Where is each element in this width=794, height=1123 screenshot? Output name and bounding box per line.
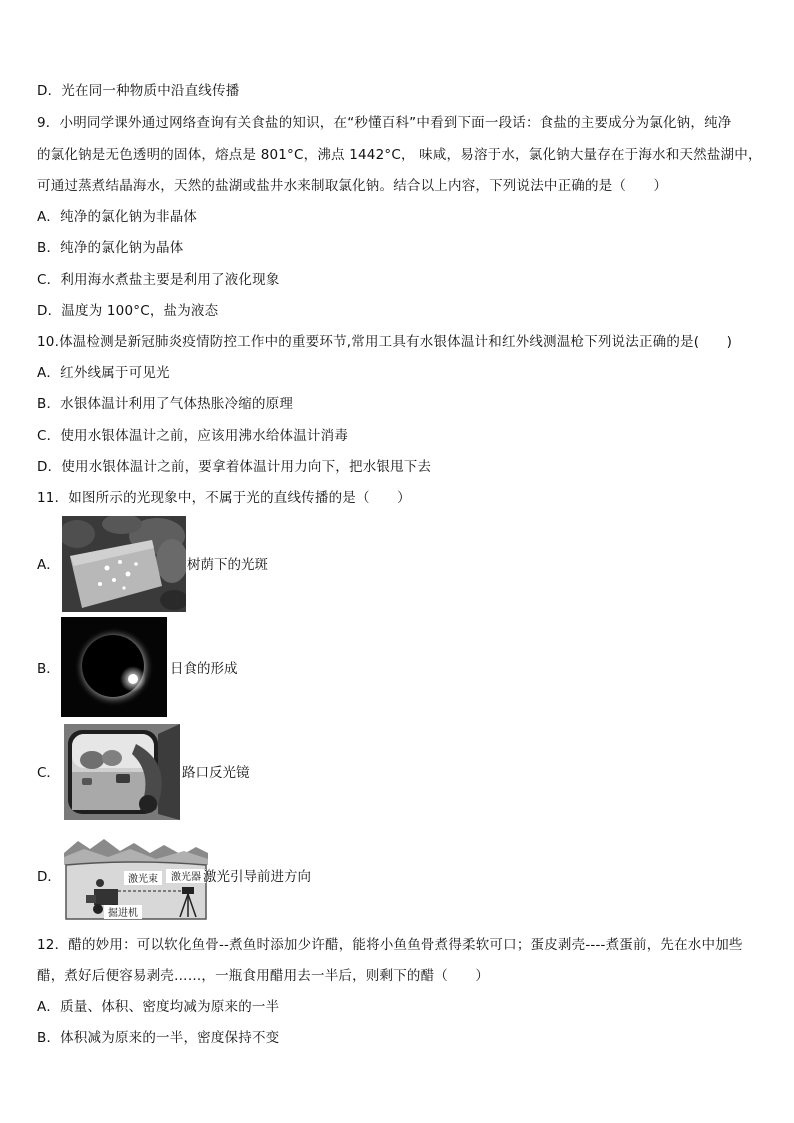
laser-device-label: 激光器 — [171, 872, 201, 883]
q11-option-b-label: B． — [37, 661, 60, 677]
q11-option-c-label: C． — [37, 765, 60, 781]
q10-option-c: C．使用水银体温计之前，应该用沸水给体温计消毒 — [37, 428, 349, 444]
q11-option-d-label: D． — [37, 869, 61, 885]
q11-option-a-label: A． — [37, 557, 60, 573]
q12-stem-line2: 醋，煮好后便容易剥壳……，一瓶食用醋用去一半后，则剩下的醋（ ） — [37, 968, 490, 984]
q11-option-a-caption: 树荫下的光斑 — [187, 557, 268, 573]
q10-option-a: A．红外线属于可见光 — [37, 365, 170, 381]
q9-stem-line1: 9．小明同学课外通过网络查询有关食盐的知识，在“秒懂百科”中看到下面一段话：食盐的主要成分为氯化钠，纯净 — [37, 115, 732, 131]
q9-option-c: C．利用海水煮盐主要是利用了液化现象 — [37, 272, 280, 288]
q11-stem: 11．如图所示的光现象中，不属于光的直线传播的是（ ） — [37, 490, 411, 506]
tunnel-laser-guide-image — [64, 835, 208, 921]
q12-stem-line1: 12．醋的妙用：可以软化鱼骨--煮鱼时添加少许醋，能将小鱼鱼骨煮得柔软可口；蛋皮剥壳----煮蛋前，先在水中加些 — [37, 937, 743, 953]
tree-shade-light-spots-image — [62, 516, 186, 612]
q9-option-d: D．温度为 100°C，盐为液态 — [37, 303, 219, 319]
q8-option-d: D．光在同一种物质中沿直线传播 — [37, 83, 240, 99]
q11-option-b-caption: 日食的形成 — [170, 661, 238, 677]
q9-option-b: B．纯净的氯化钠为晶体 — [37, 240, 184, 256]
solar-eclipse-image — [61, 617, 167, 717]
boring-machine-label: 掘进机 — [108, 908, 138, 919]
q11-option-c-caption: 路口反光镜 — [182, 765, 250, 781]
q9-stem-line2: 的氯化钠是无色透明的固体，熔点是 801°C，沸点 1442°C， 味咸，易溶于水，氯化钠大量存在于海水和天然盐湖中， — [37, 147, 762, 163]
q9-option-a: A．纯净的氯化钠为非晶体 — [37, 209, 198, 225]
q10-option-d: D．使用水银体温计之前，要拿着体温计用力向下，把水银甩下去 — [37, 459, 432, 475]
laser-beam-label: 激光束 — [128, 874, 158, 885]
q9-stem-line3: 可通过蒸煮结晶海水，天然的盐湖或盐井水来制取氯化钠。结合以上内容，下列说法中正确的是（ ） — [37, 178, 668, 194]
q12-option-a: A．质量、体积、密度均减为原来的一半 — [37, 999, 280, 1015]
q11-option-d-caption: 激光引导前进方向 — [203, 869, 311, 885]
road-reflector-mirror-image — [64, 724, 180, 820]
q10-stem: 10.体温检测是新冠肺炎疫情防控工作中的重要环节,常用工具有水银体温计和红外线测温枪下列说法正确的是( ) — [37, 334, 733, 350]
q10-option-b: B．水银体温计利用了气体热胀冷缩的原理 — [37, 396, 294, 412]
q12-option-b: B．体积减为原来的一半，密度保持不变 — [37, 1030, 280, 1046]
